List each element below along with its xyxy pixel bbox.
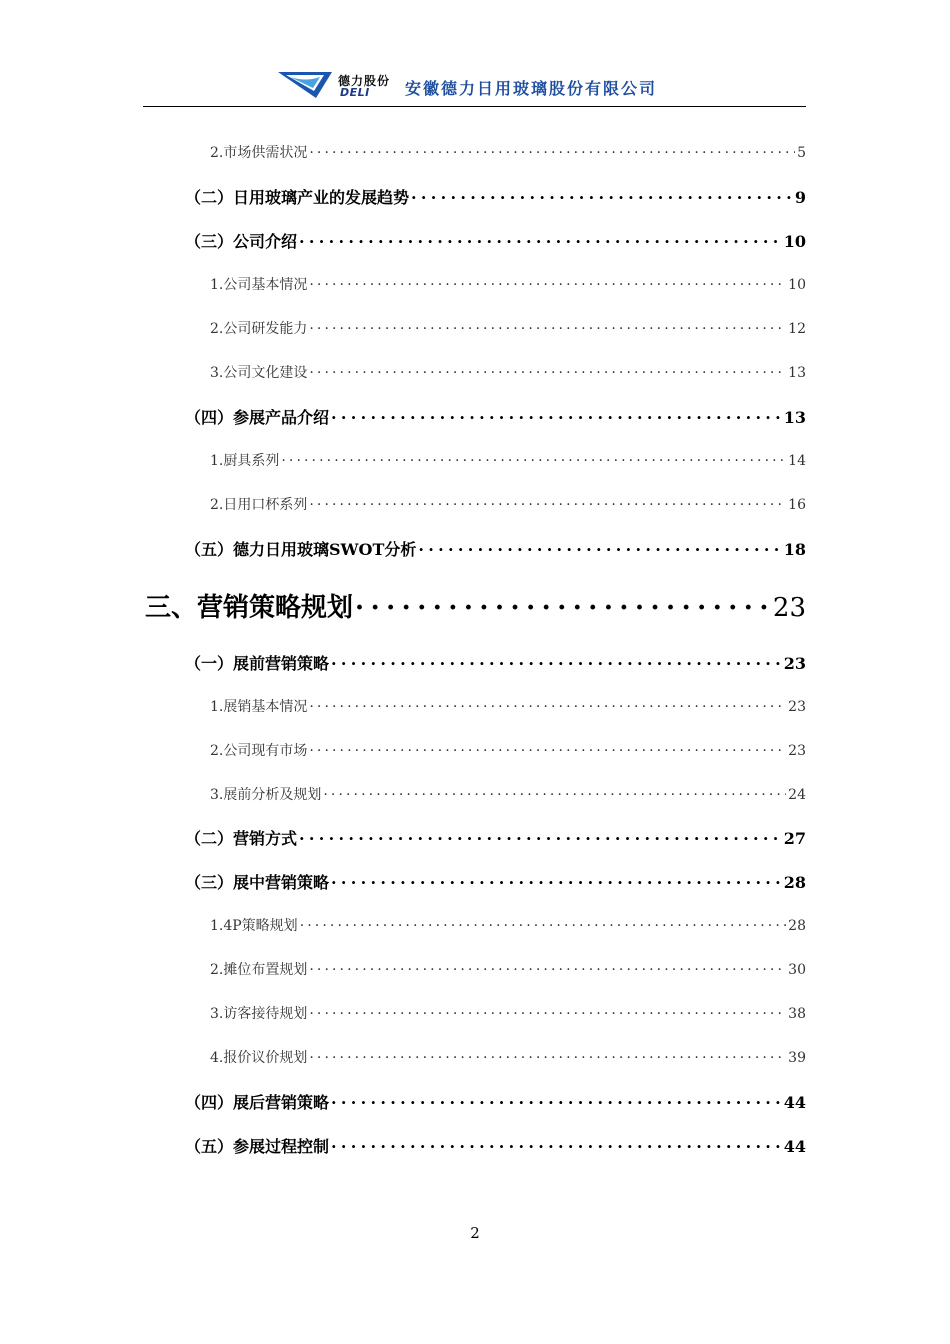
toc-entry-page: 30 bbox=[788, 962, 806, 978]
toc-leader-dots bbox=[300, 916, 786, 930]
toc-entry-page: 18 bbox=[783, 540, 806, 559]
toc-entry-title: 2.摊位布置规划 bbox=[210, 962, 308, 978]
toc-entry-page: 24 bbox=[788, 787, 806, 803]
toc-entry[interactable] bbox=[210, 915, 806, 935]
toc-entry[interactable] bbox=[185, 1134, 806, 1157]
toc-entry-page: 28 bbox=[783, 873, 806, 892]
toc-entry-title: （四）参展产品介绍 bbox=[185, 408, 330, 427]
toc-entry-title: 2.日用口杯系列 bbox=[210, 497, 308, 513]
toc-entry-page: 14 bbox=[788, 453, 806, 469]
toc-leader-dots bbox=[309, 319, 786, 333]
toc-entry-page: 27 bbox=[783, 829, 806, 848]
toc-leader-dots bbox=[309, 275, 786, 289]
toc-entry[interactable] bbox=[185, 537, 806, 560]
toc-entry-title: 1.展销基本情况 bbox=[210, 699, 308, 715]
toc-leader-dots bbox=[309, 495, 786, 509]
toc-entry-page: 23 bbox=[783, 654, 806, 673]
toc-leader-dots bbox=[299, 828, 782, 844]
toc-entry-page: 23 bbox=[788, 699, 806, 715]
toc-entry-page: 10 bbox=[783, 232, 806, 251]
toc-entry[interactable] bbox=[185, 870, 806, 893]
toc-entry-page: 10 bbox=[788, 277, 806, 293]
toc-leader-dots bbox=[331, 1136, 782, 1152]
toc-entry-page: 23 bbox=[788, 743, 806, 759]
toc-entry[interactable] bbox=[210, 696, 806, 716]
toc-entry-title: （二）营销方式 bbox=[185, 829, 298, 848]
toc-entry-title: （五）参展过程控制 bbox=[185, 1137, 330, 1156]
toc-leader-dots bbox=[309, 960, 786, 974]
logo-english-text: DELI bbox=[340, 86, 370, 99]
toc-entry[interactable] bbox=[210, 362, 806, 382]
toc-leader-dots bbox=[355, 590, 771, 616]
toc-entry-title: 3.展前分析及规划 bbox=[210, 787, 322, 803]
toc-leader-dots bbox=[309, 1004, 786, 1018]
toc-entry-page: 44 bbox=[783, 1137, 806, 1156]
toc-entry[interactable] bbox=[210, 494, 806, 514]
toc-entry[interactable] bbox=[210, 142, 806, 162]
toc-entry-title: （四）展后营销策略 bbox=[185, 1093, 330, 1112]
toc-leader-dots bbox=[331, 653, 782, 669]
toc-entry-title: （一）展前营销策略 bbox=[185, 654, 330, 673]
toc-entry-page: 16 bbox=[788, 497, 806, 513]
toc-entry-page: 13 bbox=[788, 365, 806, 381]
toc-entry-page: 9 bbox=[794, 188, 806, 207]
toc-entry-title: 1.厨具系列 bbox=[210, 453, 280, 469]
header-divider bbox=[143, 106, 806, 107]
toc-entry[interactable] bbox=[185, 405, 806, 428]
toc-leader-dots bbox=[411, 187, 793, 203]
toc-entry-title: 4.报价议价规划 bbox=[210, 1050, 308, 1066]
page-number: 2 bbox=[470, 1224, 480, 1242]
toc-leader-dots bbox=[309, 697, 786, 711]
toc-entry-title: （五）德力日用玻璃SWOT分析 bbox=[185, 540, 417, 559]
toc-entry[interactable] bbox=[185, 1090, 806, 1113]
toc-entry-title: 2.公司研发能力 bbox=[210, 321, 308, 337]
toc-leader-dots bbox=[309, 741, 786, 755]
toc-entry[interactable] bbox=[210, 740, 806, 760]
toc-entry-title: （三）公司介绍 bbox=[185, 232, 298, 251]
toc-entry[interactable] bbox=[210, 274, 806, 294]
toc-leader-dots bbox=[323, 785, 786, 799]
toc-entry-page: 38 bbox=[788, 1006, 806, 1022]
toc-entry-page: 12 bbox=[788, 321, 806, 337]
toc-leader-dots bbox=[309, 1048, 786, 1062]
toc-entry-page: 44 bbox=[783, 1093, 806, 1112]
toc-leader-dots bbox=[331, 872, 782, 888]
toc-entry-page: 39 bbox=[788, 1050, 806, 1066]
toc-leader-dots bbox=[331, 407, 782, 423]
toc-entry-title: 1.4P策略规划 bbox=[210, 918, 298, 934]
toc-entry[interactable] bbox=[185, 229, 806, 252]
deli-logo-icon bbox=[276, 66, 334, 102]
toc-entry[interactable] bbox=[210, 959, 806, 979]
page-header bbox=[143, 66, 806, 108]
company-name: 安徽德力日用玻璃股份有限公司 bbox=[405, 79, 658, 98]
toc-leader-dots bbox=[418, 539, 781, 555]
toc-entry[interactable] bbox=[210, 784, 806, 804]
toc-entry-page: 5 bbox=[797, 145, 806, 161]
toc-entry[interactable] bbox=[210, 318, 806, 338]
toc-entry-title: 三、营销策略规划 bbox=[145, 593, 354, 623]
toc-entry-title: 2.市场供需状况 bbox=[210, 145, 308, 161]
toc-leader-dots bbox=[281, 451, 786, 465]
toc-entry[interactable] bbox=[210, 450, 806, 470]
toc-entry-title: （三）展中营销策略 bbox=[185, 873, 330, 892]
toc-entry-page: 13 bbox=[783, 408, 806, 427]
logo-chinese-text: 德力股份 bbox=[338, 74, 391, 88]
toc-entry-title: 3.访客接待规划 bbox=[210, 1006, 308, 1022]
toc-entry[interactable] bbox=[210, 1003, 806, 1023]
toc-entry[interactable] bbox=[185, 651, 806, 674]
toc-entry-page: 23 bbox=[772, 593, 806, 623]
toc-leader-dots bbox=[331, 1092, 782, 1108]
toc-leader-dots bbox=[309, 363, 786, 377]
toc-entry-title: 1.公司基本情况 bbox=[210, 277, 308, 293]
toc-entry-title: 3.公司文化建设 bbox=[210, 365, 308, 381]
toc-leader-dots bbox=[299, 231, 782, 247]
toc-entry[interactable] bbox=[185, 826, 806, 849]
toc-leader-dots bbox=[309, 143, 795, 157]
toc-entry-title: （二）日用玻璃产业的发展趋势 bbox=[185, 188, 410, 207]
toc-entry[interactable] bbox=[145, 587, 806, 624]
toc-entry-page: 28 bbox=[788, 918, 806, 934]
toc-entry[interactable] bbox=[210, 1047, 806, 1067]
toc-entry[interactable] bbox=[185, 185, 806, 208]
toc-entry-title: 2.公司现有市场 bbox=[210, 743, 308, 759]
